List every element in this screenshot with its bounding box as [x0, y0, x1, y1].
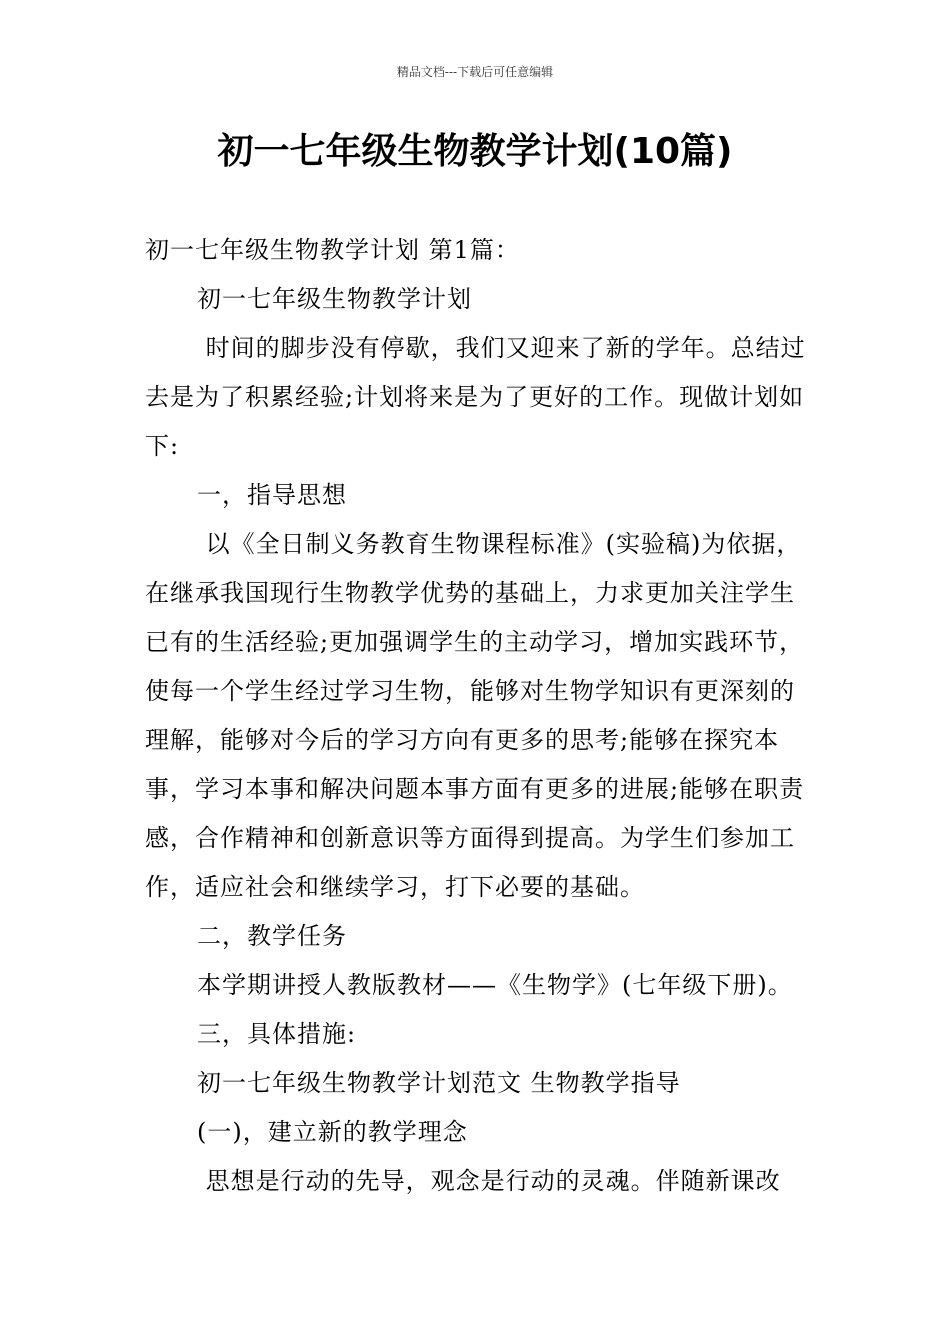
document-title: 初一七年级生物教学计划(10篇)	[217, 131, 733, 172]
page-header-note: 精品文档---下载后可任意编辑	[396, 65, 554, 79]
subheading: 二，教学任务	[197, 922, 347, 950]
document-body	[145, 226, 815, 1206]
subheading: (一)，建立新的教学理念	[197, 1118, 468, 1146]
subheading: 三，具体措施:	[197, 1020, 357, 1048]
paragraph: 以《全日制义务教育生物课程标准》(实验稿)为依据，在继承我国现行生物教学优势的基础上，力求更加关注学生已有的生活经验;更加强调学生的主动学习，增加实践环节，使每一个学生经过学习生物，能够对生物学知识有更深刻的理解，能够对今后的学习方向有更多的思考;能够在探究本事，学习本事和解决问题本事方面有更多的进展;能够在职责感，合作精神和创新意识等方面得到提高。为学生们参加工作，适应社会和继续学习，打下必要的基础。	[145, 530, 805, 901]
paragraph: 初一七年级生物教学计划	[197, 285, 472, 313]
section-heading: 初一七年级生物教学计划 第1篇：	[145, 236, 520, 264]
subheading: 一，指导思想	[197, 481, 347, 509]
paragraph: 初一七年级生物教学计划范文 生物教学指导	[197, 1069, 681, 1097]
paragraph: 时间的脚步没有停歇，我们又迎来了新的学年。总结过去是为了积累经验;计划将来是为了更好的工作。现做计划如下:	[145, 334, 806, 460]
paragraph: 本学期讲授人教版教材——《生物学》(七年级下册)。	[197, 971, 793, 999]
paragraph: 思想是行动的先导，观念是行动的灵魂。伴随新课改	[197, 1167, 781, 1195]
